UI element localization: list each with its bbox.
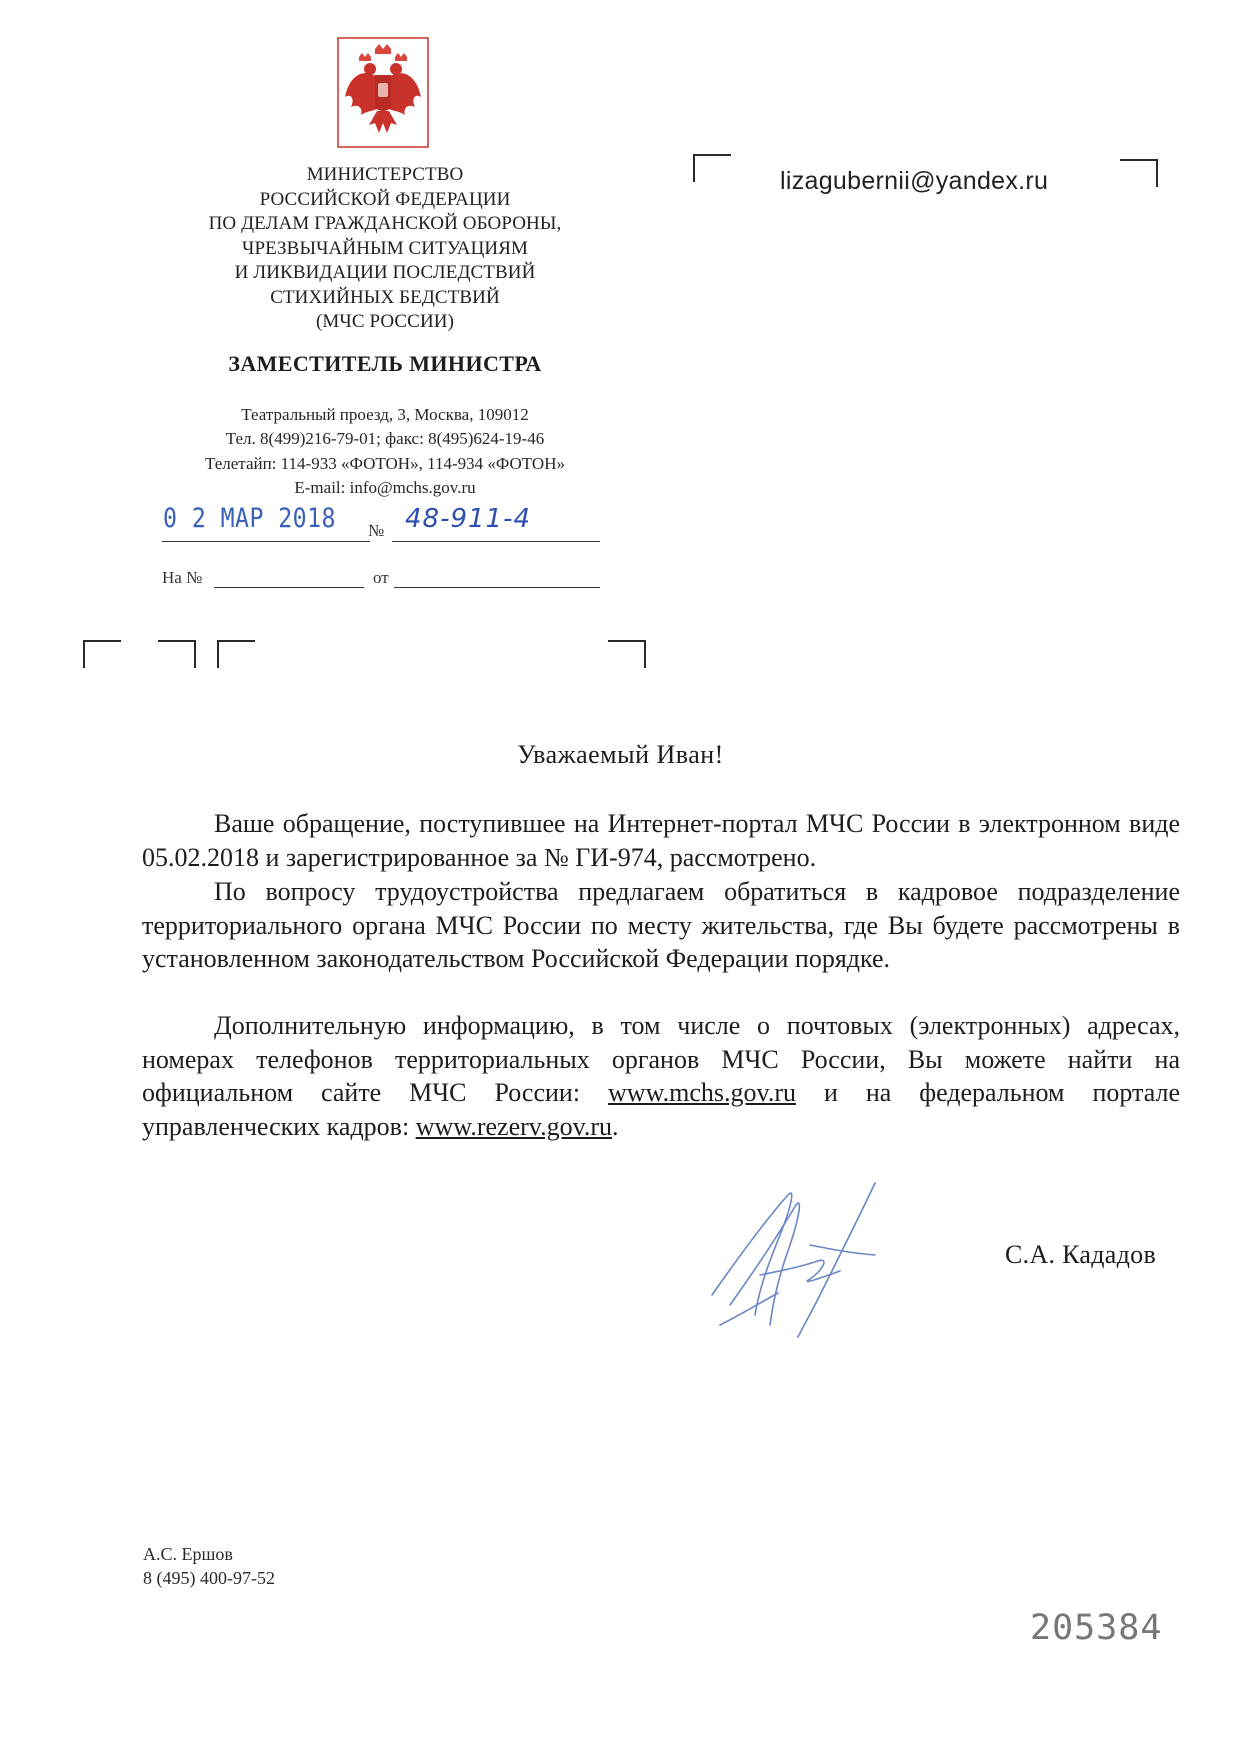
address-corner-top-right (1120, 159, 1158, 187)
date-stamp: 0 2 МАР 2018 (163, 503, 336, 534)
position-title: ЗАМЕСТИТЕЛЬ МИНИСТРА (228, 351, 542, 376)
paragraph-3-text: Дополнительную информацию, в том числе о почтовых (электронных) адресах, номерах телефонов территориальных органов МЧС России, Вы можете найти на официальном сайте МЧС России: (142, 1011, 1180, 1107)
paragraph-3-end: . (612, 1111, 619, 1141)
reply-to-label: На № (162, 568, 203, 587)
registration-number: 205384 (1030, 1608, 1163, 1648)
mchs-website-link[interactable]: www.mchs.gov.ru (608, 1078, 797, 1107)
executor-name: А.С. Ершов (143, 1544, 233, 1564)
number-underline (392, 541, 600, 542)
paragraph-1: Ваше обращение, поступившее на Интернет-портал МЧС России в электронном виде 05.02.2018 и зарегистрированное за № ГИ-974, рассмотрено. (142, 809, 1180, 872)
reply-to-underline (214, 587, 364, 588)
coat-of-arms-emblem (337, 37, 429, 148)
salutation: Уважаемый Иван! (517, 740, 724, 769)
from-label: от (373, 568, 389, 587)
ministry-line: ПО ДЕЛАМ ГРАЖДАНСКОЙ ОБОРОНЫ, (208, 213, 562, 234)
fold-corner-mid-right (158, 640, 196, 668)
email-line: E-mail: info@mchs.gov.ru (294, 477, 476, 497)
fold-corner-top-left (83, 640, 121, 668)
ministry-line: ЧРЕЗВЫЧАЙНЫМ СИТУАЦИЯМ (242, 237, 528, 259)
fold-corner-mid-left (217, 640, 255, 668)
contacts-block (150, 403, 620, 500)
paragraph-3 (142, 1009, 1180, 1143)
ministry-line: (МЧС РОССИИ) (315, 311, 455, 332)
ministry-name-block (150, 163, 620, 335)
ministry-line: И ЛИКВИДАЦИИ ПОСЛЕДСТВИЙ (234, 262, 536, 283)
signer-name: С.А. Кададов (1005, 1240, 1157, 1269)
executor-block (143, 1542, 275, 1590)
rezerv-website-link[interactable]: www.rezerv.gov.ru (415, 1111, 613, 1141)
address-line: Театральный проезд, 3, Москва, 109012 (241, 405, 529, 424)
recipient-email: lizagubernii@yandex.ru (780, 167, 1049, 195)
number-sign: № (368, 521, 385, 540)
fold-corner-top-right (608, 640, 646, 668)
date-underline (162, 541, 370, 542)
outgoing-number: 48-911-4 (405, 504, 532, 534)
ministry-line: СТИХИЙНЫХ БЕДСТВИЙ (270, 286, 500, 308)
paragraph-2: По вопросу трудоустройства предлагаем обратиться в кадровое подразделение территориального органа МЧС России по месту жительства, где Вы будете рассмотрены в установленном законодательством Российской Федерации порядке. (142, 877, 1180, 973)
paragraph-3-middle: и на федеральном портале управленческих кадров: (142, 1078, 1180, 1141)
executor-phone: 8 (495) 400-97-52 (143, 1568, 275, 1588)
handwritten-signature (700, 1175, 920, 1345)
teletype-line: Телетайп: 114-933 «ФОТОН», 114-934 «ФОТОН» (205, 453, 565, 473)
from-underline (394, 587, 600, 588)
ministry-line: РОССИЙСКОЙ ФЕДЕРАЦИИ (259, 188, 511, 210)
ministry-line: МИНИСТЕРСТВО (306, 164, 464, 185)
phone-line: Тел. 8(499)216-79-01; факс: 8(495)624-19-46 (225, 429, 545, 449)
address-corner-top-left (693, 154, 731, 182)
